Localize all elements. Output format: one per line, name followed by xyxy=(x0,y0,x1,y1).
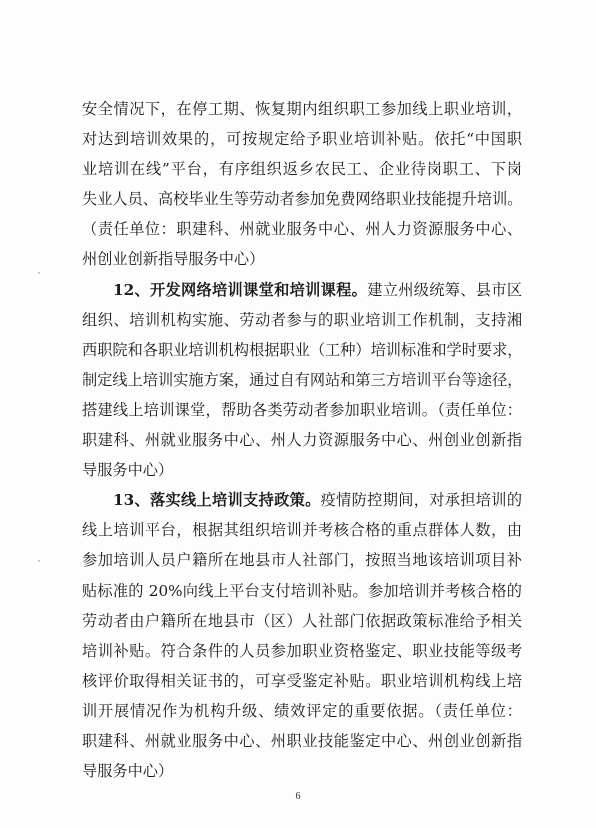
text-line: 组织、培训机构实施、劳动者参与的职业培训工作机制，支持湘 xyxy=(82,310,522,329)
text-line: 线上培训平台，根据其组织培训并考核合格的重点群体人数，由 xyxy=(82,521,522,540)
item-13-heading: 13、落实线上培训支持政策。 xyxy=(113,491,321,510)
text-line: 西职院和各职业培训机构根据职业（工种）培训标准和学时要求， xyxy=(82,340,522,359)
text-line: 失业人员、高校毕业生等劳动者参加免费网络职业技能提升培训。 xyxy=(82,190,522,209)
text-line: 培训补贴。符合条件的人员参加职业资格鉴定、职业技能等级考 xyxy=(82,641,522,660)
text-line: 安全情况下，在停工期、恢复期内组织职工参加线上职业培训， xyxy=(82,100,522,118)
item-13-paragraph xyxy=(82,485,522,786)
item-12-first-line xyxy=(82,275,522,305)
text-line: 劳动者由户籍所在地县市（区）人社部门依据政策标准给予相关 xyxy=(82,611,522,630)
item-12-heading: 12、开发网络培训课堂和培训课程。 xyxy=(113,280,368,299)
document-body xyxy=(82,94,522,786)
paragraph-continuation xyxy=(82,94,522,275)
text-line: 职建科、州就业服务中心、州职业技能鉴定中心、州创业创新指 xyxy=(82,731,522,750)
scan-mark xyxy=(38,560,40,562)
page-number: 6 xyxy=(295,791,301,802)
text-line: 导服务中心） xyxy=(82,762,174,781)
text-line: 制定线上培训实施方案，通过自有网站和第三方培训平台等途径， xyxy=(82,370,522,389)
text-line: 参加培训人员户籍所在地县市人社部门，按照当地该培训项目补 xyxy=(82,551,522,570)
item-13-first-line xyxy=(82,485,522,515)
text-line: 核评价取得相关证书的，可享受鉴定补贴。职业培训机构线上培 xyxy=(82,671,522,690)
text-line: 州创业创新指导服务中心） xyxy=(82,250,265,269)
scan-mark xyxy=(38,272,40,274)
text-line: 职建科、州就业服务中心、州人力资源服务中心、州创业创新指 xyxy=(82,431,522,450)
item-12-paragraph xyxy=(82,275,522,486)
text-line: 训开展情况作为机构升级、绩效评定的重要依据。（责任单位： xyxy=(82,701,522,720)
text-line: 导服务中心） xyxy=(82,461,174,480)
text-line: （责任单位：职建科、州就业服务中心、州人力资源服务中心、 xyxy=(82,220,522,239)
text-line: 业培训在线”平台，有序组织返乡农民工、企业待岗职工、下岗 xyxy=(82,160,522,179)
text-run: 建立州级统筹、县市区 xyxy=(367,280,522,299)
text-run: 疫情防控期间，对承担培训的 xyxy=(320,491,522,510)
text-line: 搭建线上培训课堂，帮助各类劳动者参加职业培训。（责任单位： xyxy=(82,400,522,419)
text-line: 对达到培训效果的，可按规定给予职业培训补贴。依托“中国职 xyxy=(82,130,522,149)
text-line: 贴标准的 20%向线上平台支付培训补贴。参加培训并考核合格的 xyxy=(82,581,522,600)
